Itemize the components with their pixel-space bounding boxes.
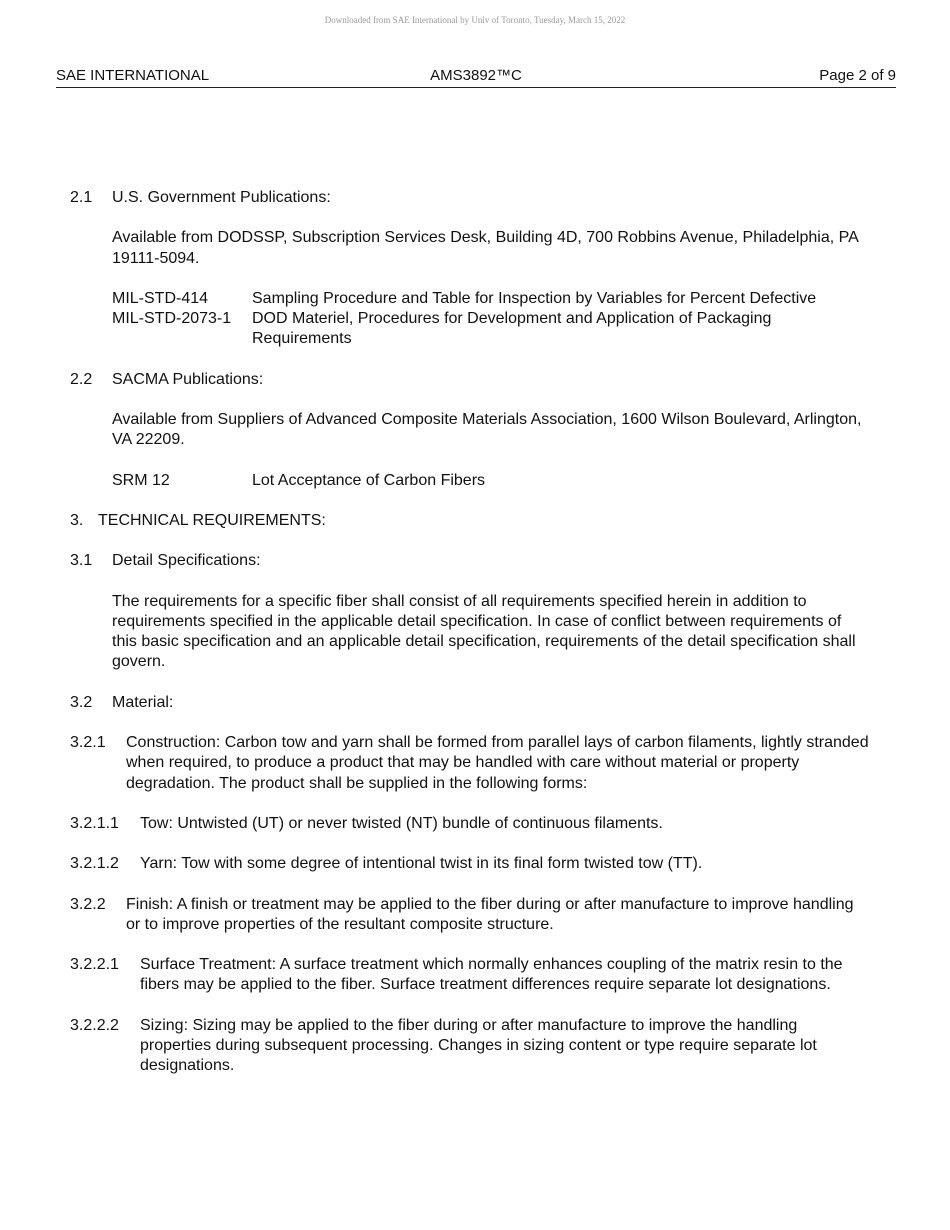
- reference-description: DOD Materiel, Procedures for Development and Application of Packaging Requirements: [252, 310, 772, 348]
- availability-paragraph: Available from DODSSP, Subscription Services Desk, Building 4D, 700 Robbins Avenue, Philadelphia, PA 19111-5094.: [112, 229, 858, 267]
- section-number: 3.2.1.2: [70, 855, 119, 873]
- document-number: AMS3892™C: [430, 67, 522, 84]
- section-3-2-2: [70, 895, 870, 936]
- section-title: TECHNICAL REQUIREMENTS:: [98, 511, 326, 529]
- reference-code: SRM 12: [112, 471, 170, 489]
- reference-description: Sampling Procedure and Table for Inspection by Variables for Percent Defective: [252, 289, 817, 307]
- reference-description: Lot Acceptance of Carbon Fibers: [252, 471, 486, 489]
- document-body: [70, 188, 870, 1077]
- reference-entry: [112, 309, 870, 350]
- section-title: Material:: [112, 693, 174, 711]
- section-title: U.S. Government Publications:: [112, 189, 331, 206]
- page-header: [56, 67, 896, 88]
- section-title: SACMA Publications:: [112, 370, 264, 388]
- section-3-2-1-1: [70, 814, 870, 834]
- detail-specifications-paragraph: The requirements for a specific fiber shall consist of all requirements specified herein in addition to requirements specified in the applicable detail specification. In case of conflict between requirements of this basic specification and an applicable detail specification, requirements of the detail specification shall govern.: [112, 592, 856, 671]
- reference-entry: [112, 471, 870, 491]
- section-number: 2.1: [70, 189, 93, 206]
- section-number: 3.1: [70, 552, 93, 570]
- section-text: Sizing: Sizing may be applied to the fiber during or after manufacture to improve the handling properties during subsequent processing. Changes in sizing content or type require separate lot designations.: [140, 1016, 817, 1075]
- section-number: 3.2: [70, 693, 93, 711]
- section-3-2-heading: [70, 693, 870, 713]
- section-number: 2.2: [70, 370, 93, 388]
- section-number: 3.2.1.1: [70, 814, 119, 832]
- section-number: 3.: [70, 511, 84, 529]
- section-text: Finish: A finish or treatment may be applied to the fiber during or after manufacture to improve handling or to improve properties of the resultant composite structure.: [126, 895, 854, 933]
- section-2-2-heading: [70, 370, 870, 390]
- section-3-2-2-2: [70, 1016, 870, 1077]
- reference-code: MIL-STD-2073-1: [112, 310, 232, 328]
- section-text: Yarn: Tow with some degree of intentional twist in its final form twisted tow (TT).: [140, 855, 703, 873]
- section-text: Tow: Untwisted (UT) or never twisted (NT) bundle of continuous filaments.: [140, 814, 663, 832]
- section-number: 3.2.2: [70, 895, 106, 913]
- section-2-1-heading: [70, 188, 870, 208]
- reference-code: MIL-STD-414: [112, 289, 209, 307]
- publisher-name: SAE INTERNATIONAL: [56, 67, 210, 84]
- section-number: 3.2.1: [70, 734, 106, 752]
- reference-entry: [112, 289, 870, 309]
- section-3-2-1: [70, 733, 870, 794]
- page-number: Page 2 of 9: [819, 67, 896, 84]
- download-watermark: Downloaded from SAE International by Univ of Toronto, Tuesday, March 15, 2022: [324, 15, 626, 25]
- section-3-2-1-2: [70, 854, 870, 874]
- section-number: 3.2.2.1: [70, 956, 119, 974]
- section-text: Construction: Carbon tow and yarn shall be formed from parallel lays of carbon filaments, lightly stranded when required, to produce a product that may be handled with care without material or property degradation. The product shall be supplied in the following forms:: [126, 734, 869, 792]
- section-title: Detail Specifications:: [112, 552, 261, 570]
- section-3-heading: [70, 511, 870, 531]
- section-text: Surface Treatment: A surface treatment which normally enhances coupling of the matrix resin to the fibers may be applied to the fiber. Surface treatment differences require separate lot designations.: [140, 956, 843, 994]
- section-3-2-2-1: [70, 955, 870, 996]
- section-number: 3.2.2.2: [70, 1016, 119, 1034]
- section-3-1-heading: [70, 551, 870, 571]
- availability-paragraph: Available from Suppliers of Advanced Composite Materials Association, 1600 Wilson Boulevard, Arlington, VA 22209.: [112, 411, 862, 449]
